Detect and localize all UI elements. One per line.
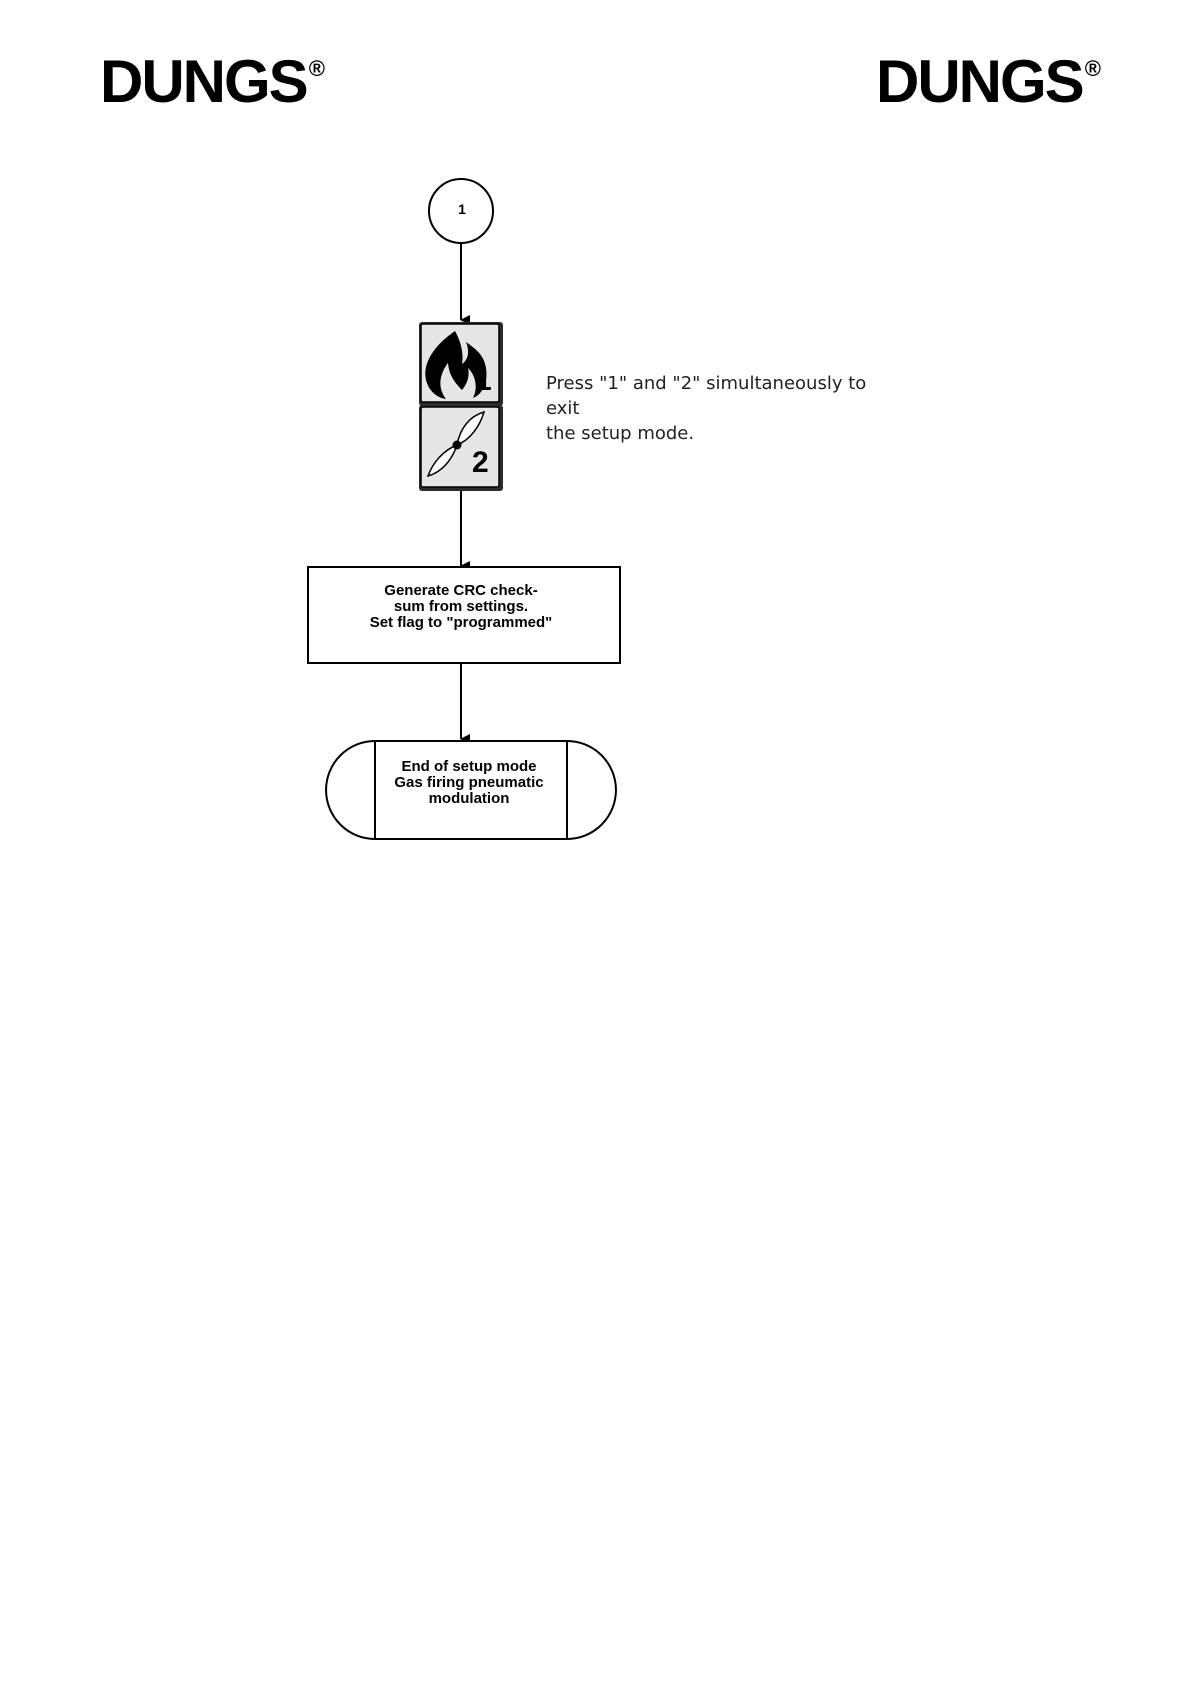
logo-text: DUNGS bbox=[876, 48, 1083, 115]
key-2-button bbox=[419, 405, 503, 491]
connector-label: 1 bbox=[458, 201, 466, 217]
process-step-text: Generate CRC check- sum from settings. Set flag to "programmed" bbox=[369, 582, 553, 631]
logo-text: DUNGS bbox=[100, 48, 307, 115]
registered-mark: ® bbox=[1084, 56, 1101, 81]
terminal-step-text: End of setup mode Gas firing pneumatic modulation bbox=[394, 758, 544, 807]
key-1-label: 1 bbox=[475, 364, 492, 397]
key-2-label: 2 bbox=[472, 446, 489, 479]
registered-mark: ® bbox=[308, 56, 325, 81]
instruction-text: Press "1" and "2" simultaneously to exit the setup mode. bbox=[546, 373, 867, 444]
